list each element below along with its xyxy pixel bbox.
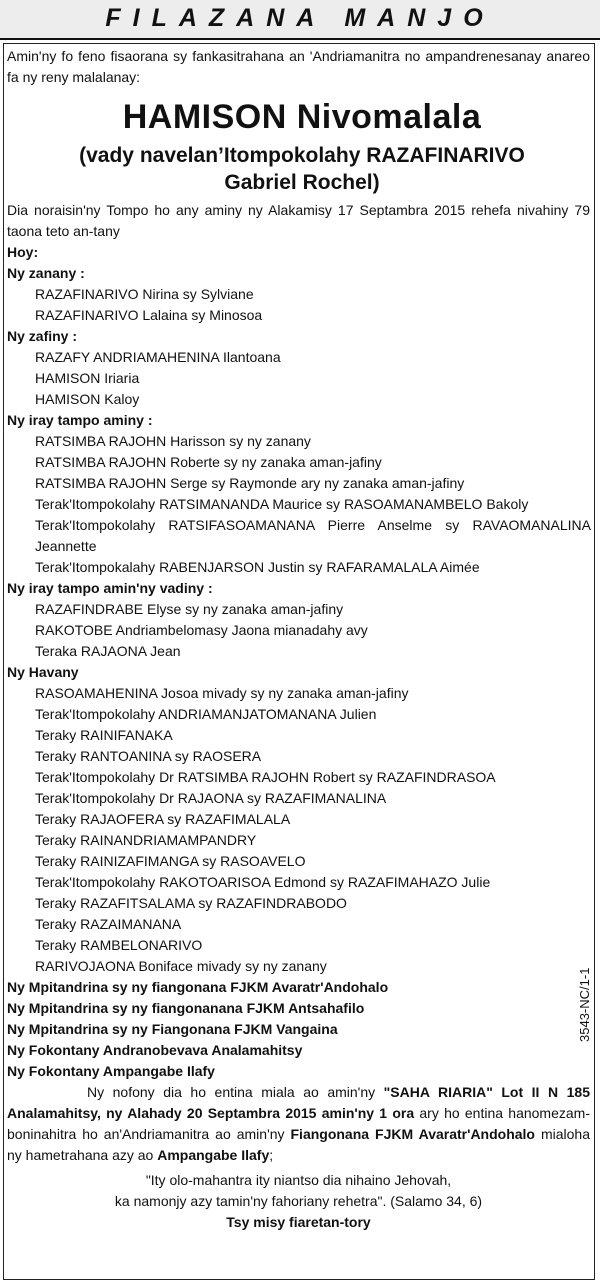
notice-content <box>7 46 597 1233</box>
deceased-name: HAMISON Nivomalala <box>122 98 482 136</box>
spouse-line <box>7 142 597 196</box>
family-member: Teraky RAJAOFERA sy RAZAFIMALALA <box>35 811 291 827</box>
family-sections <box>7 263 597 977</box>
section-title: Ny zanany : <box>7 265 85 281</box>
header-title: FILAZANA MANJO <box>105 4 495 32</box>
section-title: Ny zafiny : <box>7 328 78 344</box>
family-member: Terak'Itompokolahy RAKOTOARISOA Edmond sy RAZAFIMAHAZO Julie <box>35 874 491 890</box>
organization-item: Ny Fokontany Ampangabe Ilafy <box>7 1063 215 1079</box>
family-member: Teraky RAINANDRIAMAMPANDRY <box>35 832 257 848</box>
death-notice: Dia noraisin'ny Tompo ho any aminy ny Alakamisy 17 Septambra 2015 rehefa nivahiny 79 taona teto an-tany <box>7 202 590 239</box>
organization-item: Ny Mpitandrina sy ny fiangonanana FJKM Antsahafilo <box>7 1000 365 1016</box>
family-member: RAZAFINDRABE Elyse sy ny zanaka aman-jafiny <box>35 601 344 617</box>
organization-item: Ny Mpitandrina sy ny fiangonana FJKM Avaratr'Andohalo <box>7 979 389 995</box>
family-member: RAKOTOBE Andriambelomasy Jaona mianadahy avy <box>35 622 368 638</box>
family-member: RATSIMBA RAJOHN Roberte sy ny zanaka aman-jafiny <box>35 454 382 470</box>
section-title: Ny Havany <box>7 664 79 680</box>
intro-text: Amin'ny fo feno fisaorana sy fankasitrahana an 'Andriamanitra no ampandrenesanay anareo fa ny reny malalanay: <box>7 48 590 85</box>
family-member: Terak'Itompokolahy Dr RATSIMBA RAJOHN Robert sy RAZAFINDRASOA <box>35 769 496 785</box>
hoy-label: Hoy: <box>7 244 39 260</box>
burial-place: Ampangabe Ilafy <box>157 1147 270 1163</box>
section-title: Ny iray tampo aminy : <box>7 412 153 428</box>
organization-item: Ny Mpitandrina sy ny Fiangonana FJKM Vangaina <box>7 1021 338 1037</box>
family-member: Teraky RAINIZAFIMANGA sy RASOAVELO <box>35 853 306 869</box>
family-member: Teraky RAZAIMANANA <box>35 916 182 932</box>
family-member: RAZAFINARIVO Nirina sy Sylviane <box>35 286 254 302</box>
funeral-text-4: ; <box>269 1147 274 1163</box>
family-member: Teraky RAZAFITSALAMA sy RAZAFINDRABODO <box>35 895 347 911</box>
family-member: Terak'Itompokolahy RATSIMANANDA Maurice sy RASOAMANAMBELO Bakoly <box>35 496 529 512</box>
funeral-church: Fiangonana FJKM Avaratr'Andohalo <box>290 1126 535 1142</box>
family-member: RATSIMBA RAJOHN Harisson sy ny zanany <box>35 433 311 449</box>
funeral-details <box>7 1082 590 1166</box>
scripture-quote <box>7 1170 590 1212</box>
family-member: Terak'Itompokolahy RATSIFASOAMANANA Pierre Anselme sy RAVAOMANALINA Jeannette <box>35 517 591 554</box>
section-title: Ny iray tampo amin'ny vadiny : <box>7 580 213 596</box>
family-member: Teraky RANTOANINA sy RAOSERA <box>35 748 262 764</box>
family-member: RATSIMBA RAJOHN Serge sy Raymonde ary ny zanaka aman-jafiny <box>35 475 465 491</box>
family-member: Teraky RAINIFANAKA <box>35 727 173 743</box>
family-member: Terak'Itompokolahy ANDRIAMANJATOMANANA Julien <box>35 706 377 722</box>
header-banner <box>0 0 600 40</box>
closing-line: Tsy misy fiaretan-tory <box>226 1214 371 1230</box>
quote-line-1: "Ity olo-mahantra ity niantso dia nihaino Jehovah, <box>145 1172 452 1188</box>
family-member: Terak'Itompokolahy Dr RAJAONA sy RAZAFIMANALINA <box>35 790 387 806</box>
family-member: Teraka RAJAONA Jean <box>35 643 181 659</box>
family-member: HAMISON Kaloy <box>35 391 140 407</box>
funeral-text-2: ary ho entina hanomezam-boninahitra ho an'Andriamanitra ao amin'ny <box>7 1105 590 1142</box>
family-member: RASOAMAHENINA Josoa mivady sy ny zanaka aman-jafiny <box>35 685 409 701</box>
family-member: Terak'Itompokalahy RABENJARSON Justin sy RAFARAMALALA Aimée <box>35 559 480 575</box>
reference-code: 3543-NC/1-1 <box>577 967 592 1042</box>
family-member: RAZAFINARIVO Lalaina sy Minosoa <box>35 307 263 323</box>
spouse-line-1: (vady navelan’Itompokolahy RAZAFINARIVO <box>79 144 525 167</box>
family-member: HAMISON Iriaria <box>35 370 140 386</box>
funeral-place: "SAHA RIARIA" Lot II N 185 Analamahitsy, ny Alahady 20 Septambra 2015 amin'ny 1 ora <box>7 1084 590 1121</box>
spouse-line-2: Gabriel Rochel) <box>224 171 380 194</box>
family-member: RAZAFY ANDRIAMAHENINA Ilantoana <box>35 349 281 365</box>
organizations-list <box>7 977 597 1082</box>
funeral-text-3: mialoha ny hametrahana azy ao <box>7 1126 590 1163</box>
organization-item: Ny Fokontany Andranobevava Analamahitsy <box>7 1042 303 1058</box>
quote-line-2: ka namonjy azy tamin'ny fahoriany rehetra". (Salamo 34, 6) <box>114 1193 483 1209</box>
family-member: RARIVOJAONA Boniface mivady sy ny zanany <box>35 958 327 974</box>
family-member: Teraky RAMBELONARIVO <box>35 937 203 953</box>
funeral-text-1: Ny nofony dia ho entina miala ao amin'ny <box>87 1084 384 1100</box>
